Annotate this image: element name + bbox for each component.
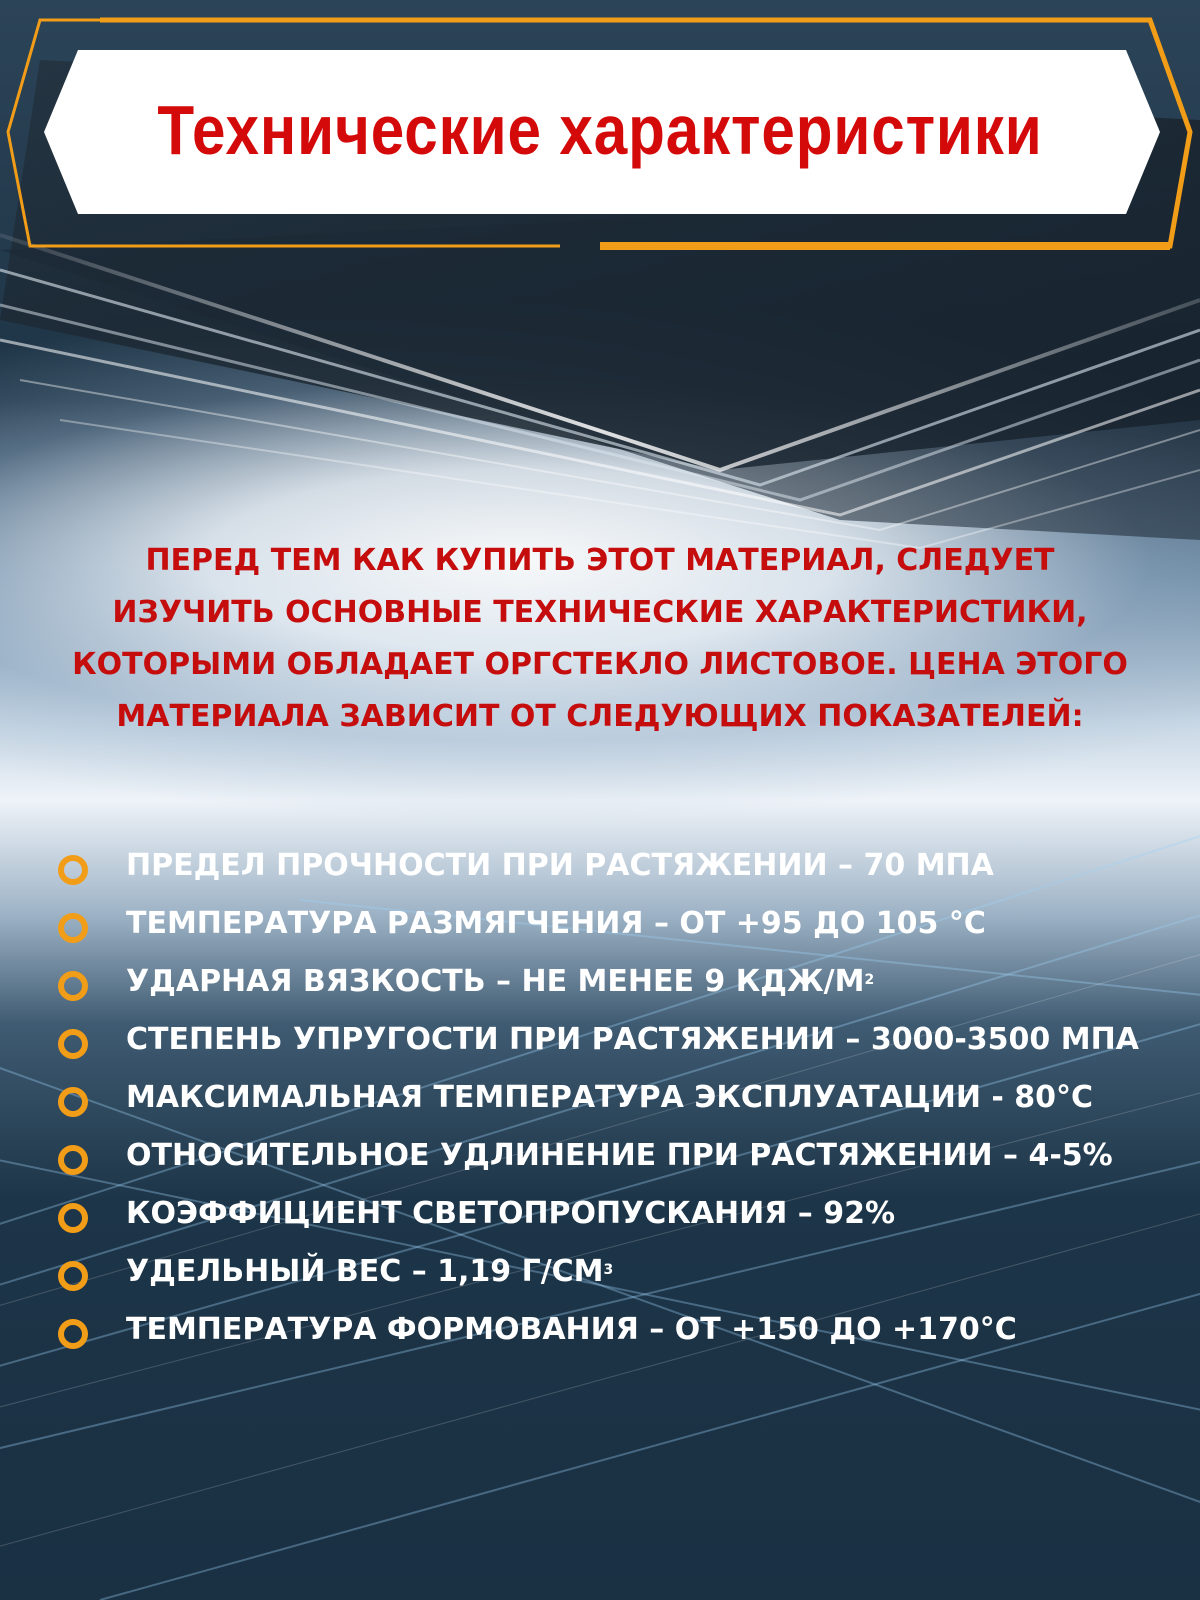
spec-item <box>50 1072 1160 1124</box>
spec-item <box>50 840 1160 892</box>
spec-superscript: 2 <box>864 972 875 988</box>
spec-label-text: УДАРНАЯ ВЯЗКОСТЬ – НЕ МЕНЕЕ 9 КДЖ/М <box>126 964 865 999</box>
spec-item <box>50 1246 1160 1298</box>
intro-paragraph: ПЕРЕД ТЕМ КАК КУПИТЬ ЭТОТ МАТЕРИАЛ, СЛЕДУЕТ ИЗУЧИТЬ ОСНОВНЫЕ ТЕХНИЧЕСКИЕ ХАРАКТЕРИСТИКИ, КОТОРЫМИ ОБЛАДАЕТ ОРГСТЕКЛО ЛИСТОВОЕ. ЦЕНА ЭТОГО МАТЕРИАЛА ЗАВИСИТ ОТ СЛЕДУЮЩИХ ПОКАЗАТЕЛЕЙ: <box>72 543 1128 734</box>
ring-bullet-icon <box>58 1029 88 1059</box>
ring-bullet-icon <box>58 971 88 1001</box>
spec-item <box>50 1014 1160 1066</box>
spec-item <box>50 1188 1160 1240</box>
spec-label-text: ТЕМПЕРАТУРА ФОРМОВАНИЯ – ОТ +150 ДО +170°С <box>126 1312 1017 1347</box>
spec-item <box>50 898 1160 950</box>
ring-bullet-icon <box>58 1319 88 1349</box>
ring-bullet-icon <box>58 1203 88 1233</box>
ring-bullet-icon <box>58 855 88 885</box>
spec-label-text: СТЕПЕНЬ УПРУГОСТИ ПРИ РАСТЯЖЕНИИ – 3000-3500 МПА <box>126 1022 1139 1057</box>
spec-label <box>126 1188 1160 1240</box>
spec-label <box>126 1072 1160 1124</box>
spec-label <box>126 1304 1160 1356</box>
spec-label <box>126 1130 1160 1182</box>
spec-item <box>50 1130 1160 1182</box>
spec-label <box>126 898 1160 950</box>
spec-label-text: КОЭФФИЦИЕНТ СВЕТОПРОПУСКАНИЯ – 92% <box>126 1196 896 1231</box>
spec-item <box>50 1304 1160 1356</box>
ring-bullet-icon <box>58 1261 88 1291</box>
spec-label-text: МАКСИМАЛЬНАЯ ТЕМПЕРАТУРА ЭКСПЛУАТАЦИИ - 80°С <box>126 1080 1094 1115</box>
specs-list <box>50 840 1160 1362</box>
spec-label <box>126 1014 1160 1066</box>
spec-label-text: УДЕЛЬНЫЙ ВЕС – 1,19 Г/СМ <box>126 1254 604 1289</box>
ring-bullet-icon <box>58 913 88 943</box>
spec-item <box>50 956 1160 1008</box>
ring-bullet-icon <box>58 1145 88 1175</box>
spec-label-text: ПРЕДЕЛ ПРОЧНОСТИ ПРИ РАСТЯЖЕНИИ – 70 МПА <box>126 848 994 883</box>
spec-label <box>126 840 1160 892</box>
spec-label-text: ОТНОСИТЕЛЬНОЕ УДЛИНЕНИЕ ПРИ РАСТЯЖЕНИИ – 4-5% <box>126 1138 1113 1173</box>
spec-label-text: ТЕМПЕРАТУРА РАЗМЯГЧЕНИЯ – ОТ +95 ДО 105 °С <box>126 906 986 941</box>
ring-bullet-icon <box>58 1087 88 1117</box>
page-title: Технические характеристики <box>157 91 1043 169</box>
spec-superscript: 3 <box>603 1262 614 1278</box>
spec-label <box>126 956 1160 1008</box>
spec-label <box>126 1246 1160 1298</box>
